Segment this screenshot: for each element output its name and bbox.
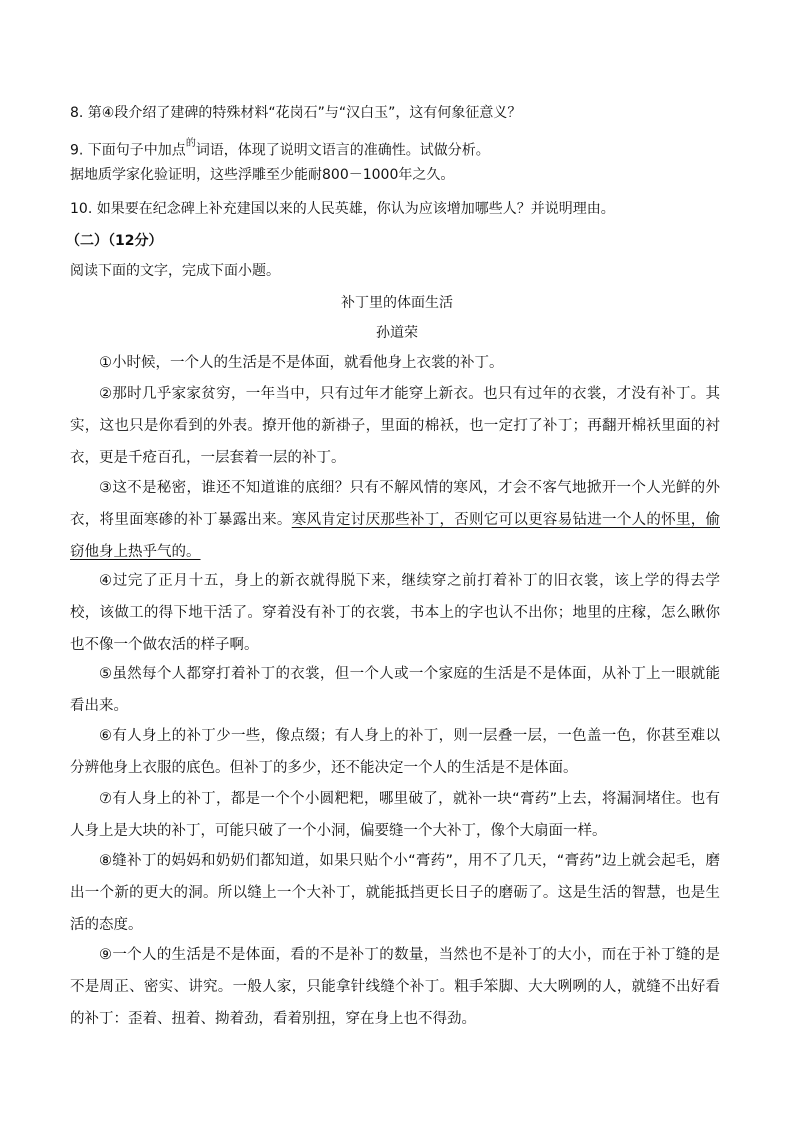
article-author: 孙道荣 <box>376 325 418 341</box>
paragraph-9: ⑨一个人的生活是不是体面，看的不是补丁的数量，当然也不是补丁的大小，而在于补丁缝的是不是周正、密实、讲究。一般人家，只能拿针线缝个补丁。粗手笨脚、大大咧咧的人，就缝不出好看的补丁：歪着、扭着、拗着劲，看着别扭，穿在身上也不得劲。 <box>70 947 720 1027</box>
emphasis-dot-word: 的 <box>185 138 196 149</box>
paragraph-2: ②那时几乎家家贫穷，一年当中，只有过年才能穿上新衣。也只有过年的衣裳，才没有补丁。其实，这也只是你看到的外表。撩开他的新褂子，里面的棉袄，也一定打了补丁；再翻开棉袄里面的衬衣，更是千疮百孔，一层套着一层的补丁。 <box>70 386 720 466</box>
question-9-text-a: 9. 下面句子中加点 <box>70 142 186 159</box>
paragraph-7: ⑦有人身上的补丁，都是一个个小圆粑粑，哪里破了，就补一块“膏药”上去，将漏洞堵住。也有人身上是大块的补丁，可能只破了一个小洞，偏要缝一个大补丁，像个大扇面一样。 <box>70 791 720 839</box>
section-instruction: 阅读下面的文字，完成下面小题。 <box>70 263 280 279</box>
underlined-sentence: 寒风肯定讨厌那些补丁，否则它可以更容易钻进一个人的怀里，偷窃他身上热乎气的。 <box>70 512 720 560</box>
question-9 <box>70 138 490 160</box>
paragraph-6: ⑥有人身上的补丁少一些，像点缀；有人身上的补丁，则一层叠一层，一色盖一色，你甚至难以分辨他身上衣服的底色。但补丁的多少，还不能决定一个人的生活是不是体面。 <box>70 728 720 776</box>
question-8: 8. 第④段介绍了建碑的特殊材料“花岗石”与“汉白玉”，这有何象征意义？ <box>70 105 522 121</box>
question-10: 10. 如果要在纪念碑上补充建国以来的人民英雄，你认为应该增加哪些人？并说明理由。 <box>70 201 615 217</box>
question-9-text-b: 词语，体现了说明文语言的准确性。试做分析。 <box>195 142 490 159</box>
section-heading: （二）（12分） <box>66 233 163 249</box>
paragraph-4: ④过完了正月十五，身上的新衣就得脱下来，继续穿之前打着补丁的旧衣裳，该上学的得去学校，该做工的得下地干活了。穿着没有补丁的衣裳，书本上的字也认不出你；地里的庄稼，怎么瞅你也不像一个做农活的样子啊。 <box>70 573 720 653</box>
paragraph-8: ⑧缝补丁的妈妈和奶奶们都知道，如果只贴个小“膏药”，用不了几天，“膏药”边上就会起毛，磨出一个新的更大的洞。所以缝上一个大补丁，就能抵挡更长日子的磨砺了。这是生活的智慧，也是生活的态度。 <box>70 853 720 933</box>
question-9-sentence: 据地质学家化验证明，这些浮雕至少能耐800－1000年之久。 <box>70 167 455 183</box>
paragraph-1: ①小时候，一个人的生活是不是体面，就看他身上衣裳的补丁。 <box>99 355 504 371</box>
paragraph-3 <box>70 472 720 568</box>
paragraph-5: ⑤虽然每个人都穿打着补丁的衣裳，但一个人或一个家庭的生活是不是体面，从补丁上一眼就能看出来。 <box>70 666 720 714</box>
paragraph-3-text: ③这不是秘密，谁还不知道谁的底细？只有不解风情的寒风，才会不客气地掀开一个人光鲜的外衣，将里面寒碜的补丁暴露出来。 <box>70 480 720 528</box>
article-title: 补丁里的体面生活 <box>341 295 453 311</box>
